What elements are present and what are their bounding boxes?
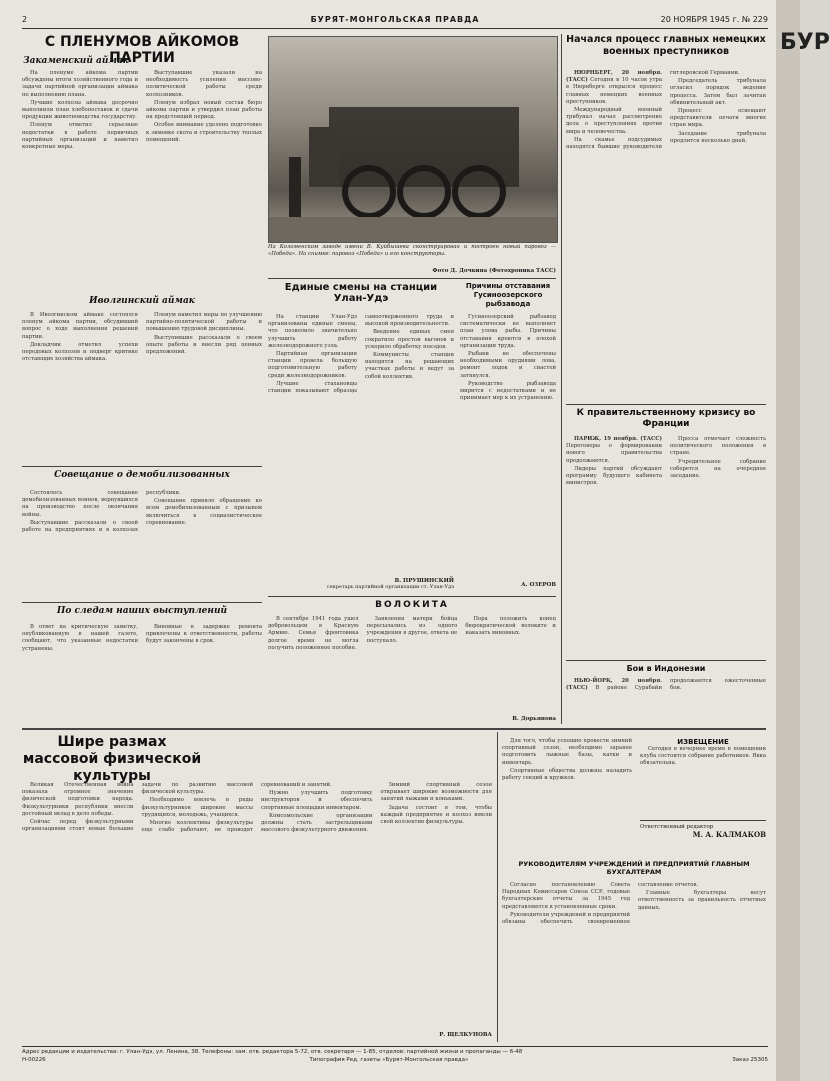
bulletin-article <box>502 860 766 880</box>
footer-code: Н-00226 <box>22 1057 46 1063</box>
responses-title: По следам наших выступлений <box>56 606 228 616</box>
adjacent-page-text: БУР <box>780 30 830 55</box>
trial-body: НЮРНБЕРГ, 20 ноября. (ТАСС) Сегодня в 10 часов утра в Нюрнберге открылся процесс главных немецких военных преступников. Международный военный трибунал начал рассмотрение дела о преступлениях против мира и человечества. На скамье подсудимых находятся бывшие руководители гитлеровской Германии. Председатель трибунала огласил порядок ведения процесса. Затем был зачитан обвинительный акт. Процесс освещают представители печати многих стран мира. Заседание трибунала продлится несколько дней. <box>566 70 766 151</box>
plenum-section-2-title: Иволгинский аймак <box>89 296 195 306</box>
trial-title: Начался процесс главных немецких военных преступников <box>566 34 766 57</box>
france-dateline: ПАРИЖ, 19 ноября. (ТАСС) <box>574 436 662 442</box>
elections-title: Единые смены на станции Улан-Удэ <box>284 282 438 304</box>
page-header <box>22 14 768 29</box>
responses-article <box>22 606 262 622</box>
trial-article <box>566 34 766 68</box>
reasons-article <box>460 282 556 312</box>
indonesia-title: Бои в Индонезии <box>626 664 706 673</box>
locomotive-icon <box>269 37 557 242</box>
indonesia-dateline: НЬЮ-ЙОРК, 20 ноября. (ТАСС) <box>566 678 662 692</box>
notice-title: ИЗВЕЩЕНИЕ <box>677 738 729 746</box>
plenum-body-2: В Иволгинском аймаке состоялся пленум айкома партии, обсудивший вопрос о ходе выполнения решений партии. Докладчик отметил успехи передовых колхозов и подверг критике отстающие хозяйства аймака. Пленум наметил меры по улучшению партийно-политической работы и повышению трудовой дисциплины. Выступившие рассказали о своем опыте работы и внесли ряд ценных предложений. <box>22 312 262 363</box>
photo-caption <box>268 244 556 268</box>
plenum-section-2 <box>22 296 262 310</box>
volokita-signature <box>268 716 556 724</box>
footer-address: Адрес редакции и издательства: г. Улан-Удэ, ул. Ленина, 38. Телефоны: зам. отв. редактора 5-72, отв. секретаря — 1-85, отделов: партийной жизни и пропаганды — 6-48 <box>22 1049 523 1055</box>
newspaper-name: БУРЯТ-МОНГОЛЬСКАЯ ПРАВДА <box>310 15 480 24</box>
page-number: 2 <box>22 15 28 24</box>
plenum-body-1: На пленуме айкома партии обсуждены итоги хозяйственного года и задачи партийной организации аймака по выполнению плана. Лучшие колхозы аймака досрочно выполнили план хлебопоставок и сдачи продукции животноводства государству. Пленум отметил серьезные недостатки в работе первичных партийных организаций и наметил конкретные меры. Выступавшие указали на необходимость усиления массово-политической работы среди колхозников. Пленум избрал новый состав бюро айкома партии и утвердил план работы на предстоящий период. Особое внимание уделено подготовке к зимовке скота и строительству теплых помещений. <box>22 70 262 151</box>
issue-date: 20 НОЯБРЯ 1945 г. № 229 <box>660 15 768 24</box>
competition-body: Состоялось совещание демобилизованных воинов, вернувшихся на производство после окончания войны. Выступавшие рассказали о своей работе на предприятиях и в колхозах республики. Совещание приняло обращение ко всем демобилизованным с призывом включиться в социалистическое соревнование. <box>22 490 262 534</box>
sport-signature <box>22 1032 492 1042</box>
author-prushinsky: В. ПРУШИНСКИЙ <box>394 578 454 584</box>
sport-author: Р. ЩЕЛКУНОВА <box>439 1032 492 1038</box>
photo-credit-text: Фото Д. Дочкина (Фотохроника ТАСС) <box>432 268 556 274</box>
adjacent-page-edge <box>776 0 830 1081</box>
reasons-signature <box>460 582 556 590</box>
volokita-title: ВОЛОКИТА <box>375 600 449 610</box>
france-article <box>566 408 766 434</box>
editor-name: М. А. КАЛМАКОВ <box>692 830 766 839</box>
france-title: К правительственному кризису во Франции <box>576 408 756 429</box>
bulletin-title: РУКОВОДИТЕЛЯМ УЧРЕЖДЕНИЙ И ПРЕДПРИЯТИЙ ГЛАВНЫМ БУХГАЛТЕРАМ <box>518 860 750 876</box>
responses-body: В ответ на критическую заметку, опубликованную в нашей газете, сообщают, что указанные недостатки устранены. Виновные в задержке ремонта привлечены к ответственности, работы будут закончены в срок. <box>22 624 262 652</box>
photo-credit <box>268 268 556 276</box>
plenum-section-1-title: Закаменский аймак <box>23 56 129 66</box>
france-body: ПАРИЖ, 19 ноября. (ТАСС) Переговоры о формировании нового правительства продолжаются. Лидеры партий обсуждают программу будущего кабинета министров. Пресса отмечает сложность политического положения в стране. Учредительное собрание соберется на очередное заседание. <box>566 436 766 487</box>
plenum-section-1 <box>22 56 130 70</box>
sport-body: Великая Отечественная война показала огромное значение физической подготовки народа. Физкультурники республики внесли достойный вклад в дело победы. Сейчас перед физкультурными организациями стоят новые большие задачи по развитию массовой физической культуры. Необходимо вовлечь в ряды физкультурников широкие массы трудящихся, молодежь, учащихся. Многие коллективы физкультуры еще слабо работают, не проводят соревнований и занятий. Нужно улучшить подготовку инструкторов и обеспечить спортивные площадки инвентарем. Комсомольские организации должны стать застрельщиками массового физкультурного движения. Зимний спортивный сезон открывает широкие возможности для занятий лыжами и коньками. Задача состоит в том, чтобы каждый предприятие и колхоз имели свой коллектив физкультуры. <box>22 782 492 834</box>
notice-article: ИЗВЕЩЕНИЕ Сегодня в вечернее время в помещении клуба состоится собрание работников. Явка обязательна. <box>640 738 766 767</box>
indonesia-body: НЬЮ-ЙОРК, 20 ноября. (ТАСС) В районе Сурабайи продолжаются ожесточенные бои. <box>566 678 766 692</box>
photo-caption-text: На Коломенском заводе имени В. Куйбышева сконструирован и построен новый паровоз — «Победа». На снимке: паровоз «Победа» и его конструкторы. <box>268 244 556 257</box>
reasons-author: А. ОЗЕРОВ <box>521 582 556 588</box>
volokita-body: В сентябре 1941 года ушел добровольцем в Красную Армию. Семья фронтовика долгое время не могла получить положенное пособие. Заявления матери бойца пересылались из одного учреждения в другое, ответа не поступало. Пора положить конец бюрократической волоките и наказать виновных. <box>268 616 556 651</box>
locomotive-photo <box>268 36 558 243</box>
editor-role: Ответственный редактор <box>640 824 714 830</box>
indonesia-article <box>566 664 766 676</box>
footer-order: Заказ 25305 <box>732 1057 768 1063</box>
competition-article <box>22 470 262 486</box>
competition-title: Совещание о демобилизованных <box>54 470 230 480</box>
trial-dateline: НЮРНБЕРГ, 20 ноября. (ТАСС) <box>566 70 662 84</box>
footer-printer: Типография Ред. газеты «Бурят-Монгольская правда» <box>309 1057 469 1063</box>
signature-prushinsky <box>268 578 454 594</box>
elections-article <box>268 282 454 312</box>
plenum-title: С ПЛЕНУМОВ АЙКОМОВ ПАРТИИ <box>44 34 240 66</box>
reasons-title: Причины отставания Гусиноозерского рыбзавода <box>465 282 551 308</box>
volokita-article <box>268 600 556 614</box>
volokita-author: В. Дорьянова <box>512 716 556 722</box>
bulletin-body: Согласно постановлению Совета Народных Комиссаров Союза ССР, годовые бухгалтерские отчеты за 1945 год представляются в установленные сроки. Руководители учреждений и предприятий обязаны обеспечить своевременное составление отчетов. Главные бухгалтеры несут ответственность за правильность отчетных данных. <box>502 882 766 926</box>
elections-body: На станции Улан-Удэ организованы единые смены, что позволило значительно улучшить работу железнодорожного узла. Партийная организация станции провела большую подготовительную работу среди железнодорожников. Лучшие стахановцы станции показывают образцы самоотверженного труда и высокой производительности. Введение единых смен сократило простои вагонов и ускорило обработку поездов. Коммунисты станции находятся на решающих участках работы и ведут за собой коллектив. <box>268 314 454 395</box>
sport-title: Шире размах массовой физической культуры <box>22 734 202 784</box>
sport-article <box>22 734 202 784</box>
bottom-right-text: Для того, чтобы успешно провести зимний спортивный сезон, необходимо заранее подготовить лыжные базы, катки и инвентарь. Спортивные общества должны наладить работу секций и кружков. <box>502 738 632 782</box>
author-prushinsky-role: секретарь партийной организации ст. Улан-Удэ <box>326 584 454 590</box>
page-footer <box>22 1046 768 1063</box>
reasons-body: Гусиноозерский рыбзавод систематически не выполняет план улова рыбы. Причины отставания кроются в плохой организации труда. Рыбаки не обеспечены необходимыми орудиями лова, ремонт лодок и снастей затянулся. Руководство рыбзавода мирится с недостатками и не принимает мер к их устранению. <box>460 314 556 402</box>
editor-block <box>640 820 766 857</box>
